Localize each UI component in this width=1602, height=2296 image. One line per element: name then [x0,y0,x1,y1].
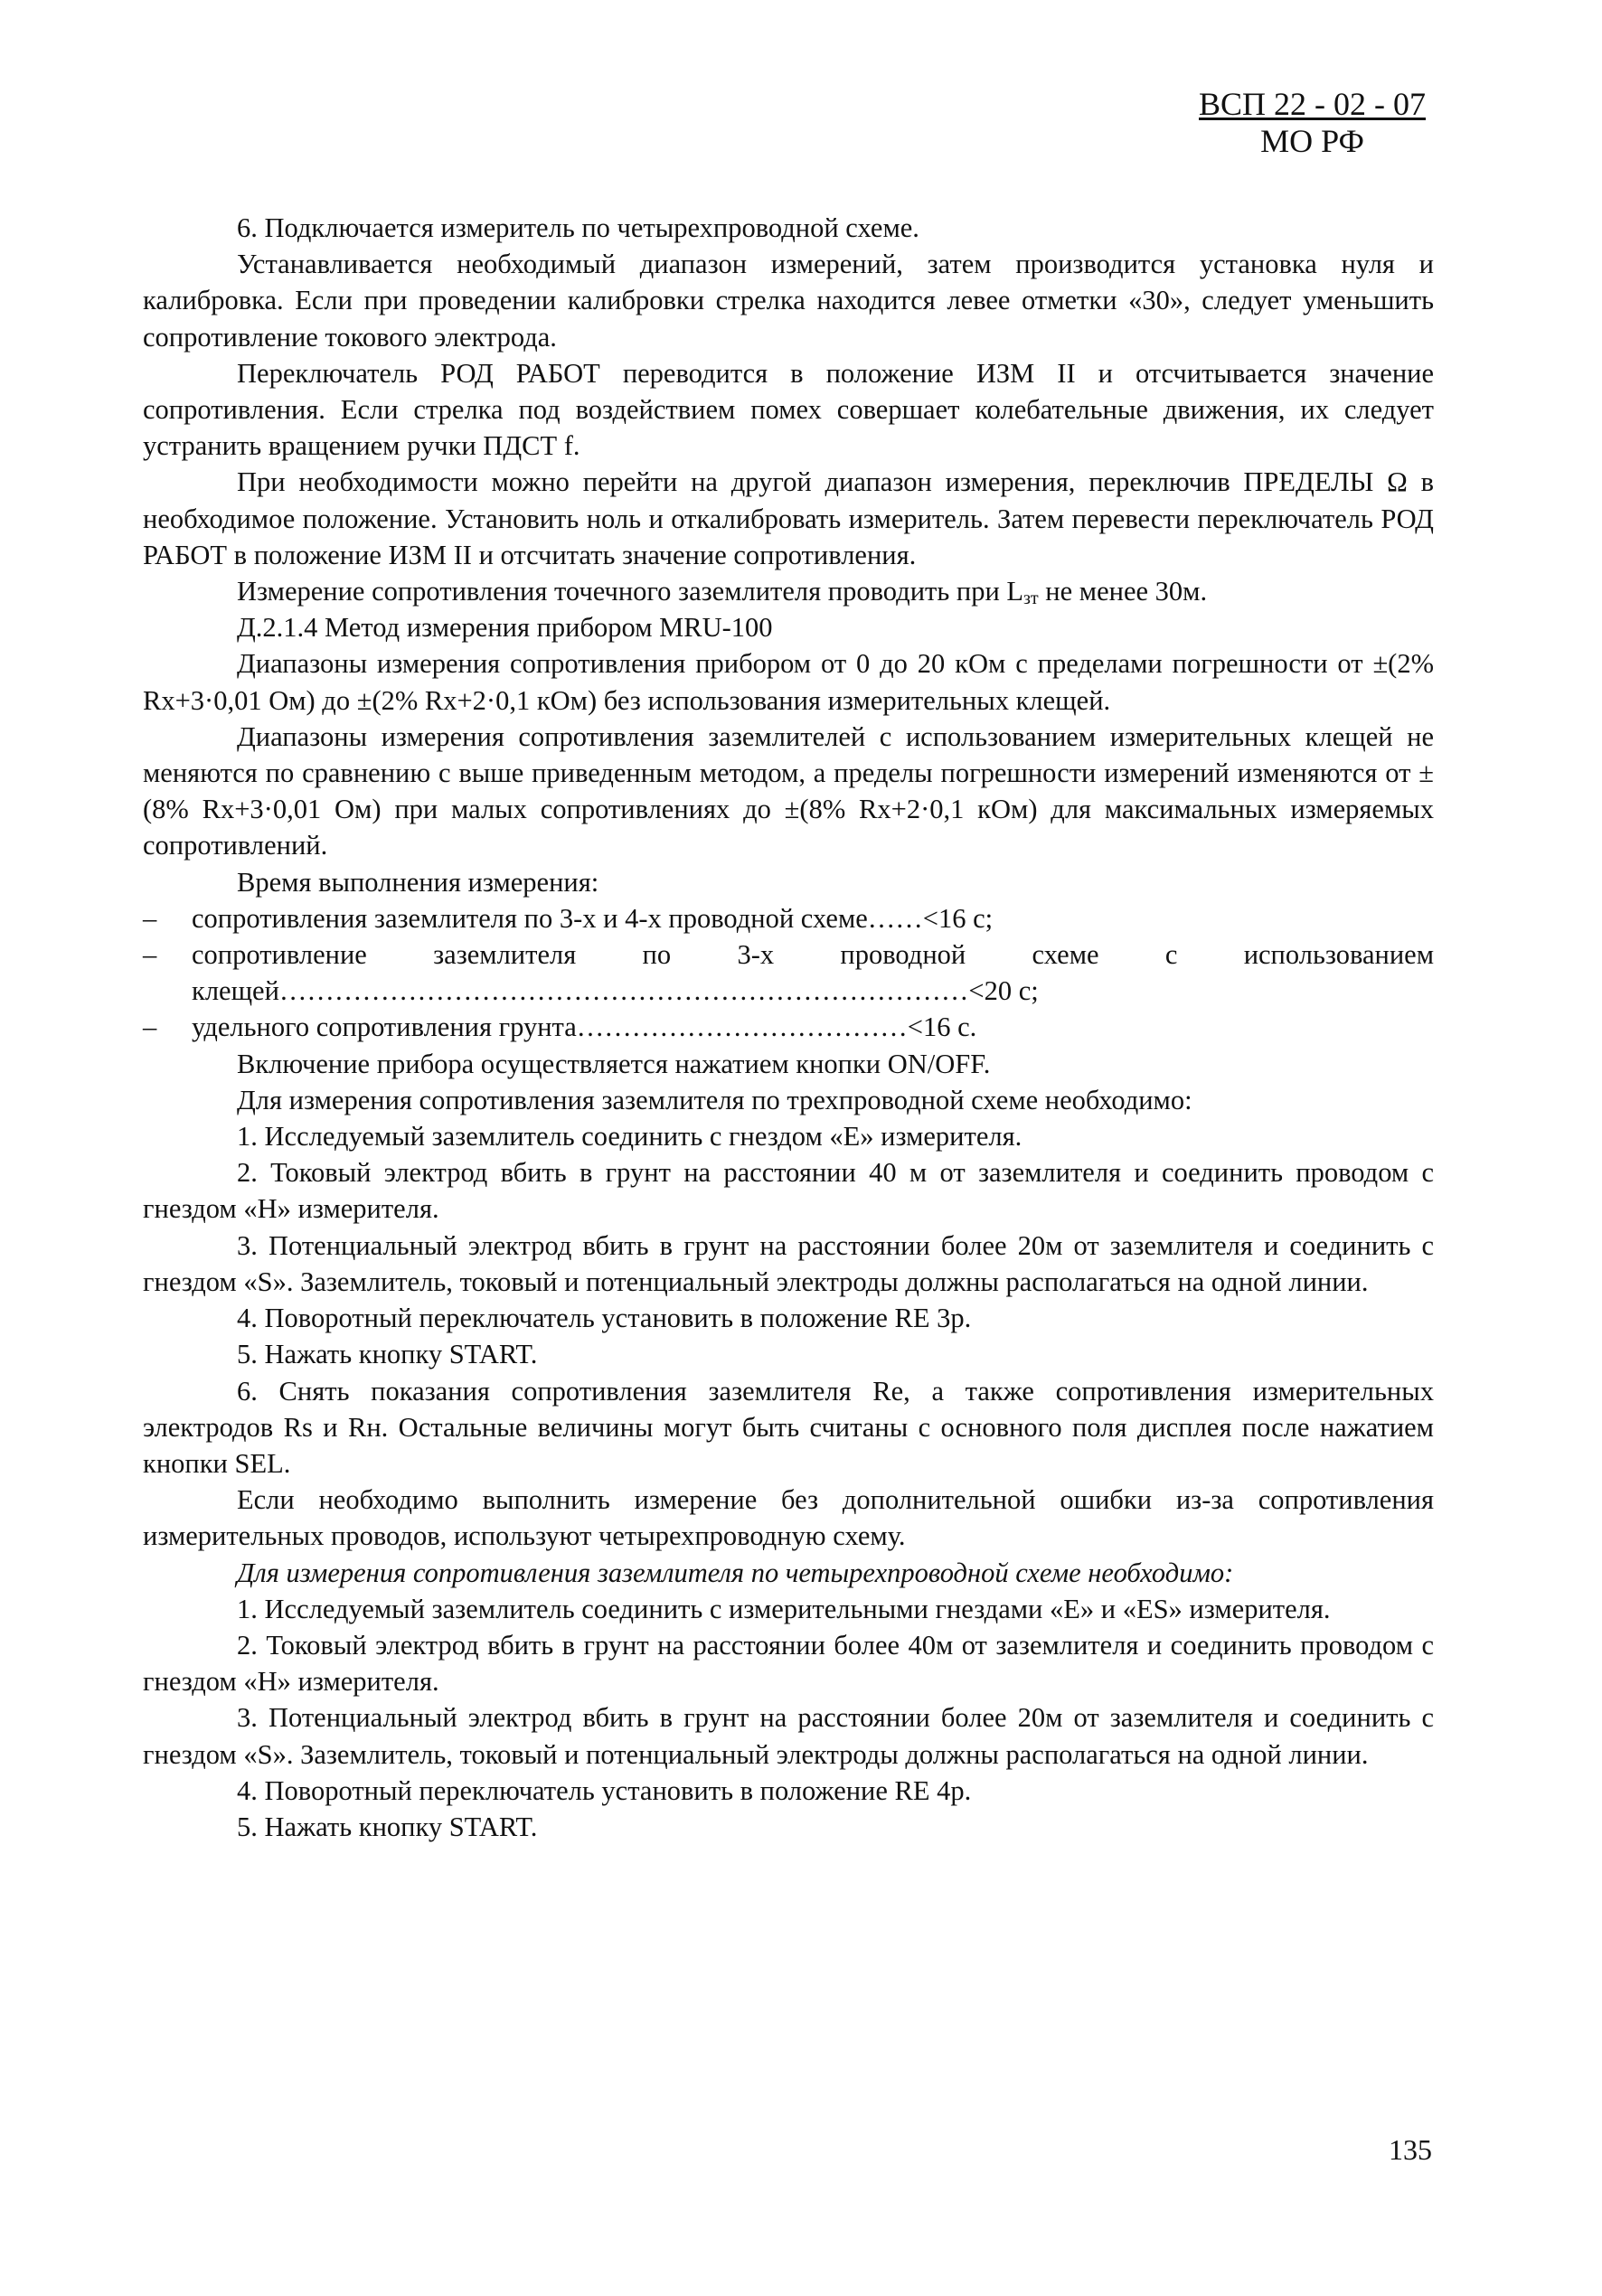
paragraph: 4. Поворотный переключатель установить в положение RE 3р. [237,1303,972,1334]
document-header [1199,86,1426,161]
list-dash: – [143,902,157,934]
paragraph: 6. Подключается измеритель по четырехпроводной схеме. [237,212,919,243]
paragraph: Включение прибора осуществляется нажатием кнопки ON/OFF. [237,1048,991,1079]
paragraph-text: Измерение сопротивления точечного заземлителя проводить при L [237,576,1024,607]
list-item-text: удельного сопротивления грунта………………………………<16 с. [192,1012,977,1043]
list-item [143,1009,1434,1045]
paragraph: 2. Токовый электрод вбить в грунт на расстоянии 40 м от заземлителя и соединить проводом с гнездом «Н» измерителя. [143,1157,1434,1225]
paragraph: 5. Нажать кнопку START. [237,1339,538,1370]
paragraph: Переключатель РОД РАБОТ переводится в положение ИЗМ II и отсчитывается значение сопротивления. Если стрелка под воздействием помех совершает колебательные движения, их следует устранить вращением ручки ПДСТ f. [143,357,1434,462]
list-dash: – [143,939,157,971]
list-item [143,900,1434,936]
paragraph: 2. Токовый электрод вбить в грунт на расстоянии более 40м от заземлителя и соединить проводом с гнездом «Н» измерителя. [143,1629,1434,1698]
list-item-text: сопротивления заземлителя по 3-х и 4-х проводной схеме……<16 с; [192,902,994,934]
list-item-text: сопротивление заземлителя по 3-х проводной схеме с использованием клещей…………………………………………………………………<20 с; [192,939,1434,1007]
paragraph: Для измерения сопротивления заземлителя по четырехпроводной схеме необходимо: [237,1557,1234,1588]
paragraph: Для измерения сопротивления заземлителя по трехпроводной схеме необходимо: [237,1084,1192,1115]
paragraph: Время выполнения измерения: [237,866,599,898]
paragraph: 6. Снять показания сопротивления заземлителя Re, а также сопротивления измерительных электродов Rs и Rн. Остальные величины могут быть считаны с основного поля дисплея после нажатием кнопки SEL. [143,1375,1434,1479]
paragraph: Диапазоны измерения сопротивления прибором от 0 до 20 кОм с пределами погрешности от ±(2% Rx+3·0,01 Ом) до ±(2% Rx+2·0,1 кОм) без использования измерительных клещей. [143,648,1434,716]
subscript: зт [1023,588,1039,609]
section-heading: Д.2.1.4 Метод измерения прибором MRU-100 [237,612,773,644]
paragraph: 5. Нажать кнопку START. [237,1811,538,1842]
paragraph-text: не менее 30м. [1038,576,1208,607]
organization-label: МО РФ [1260,123,1364,160]
paragraph: 3. Потенциальный электрод вбить в грунт на расстоянии более 20м от заземлителя и соединить с гнездом «S». Заземлитель, токовый и потенциальный электроды должны располагаться на одной линии. [143,1229,1434,1297]
list-item [143,936,1434,1009]
paragraph: 3. Потенциальный электрод вбить в грунт на расстоянии более 20м от заземлителя и соединить с гнездом «S». Заземлитель, токовый и потенциальный электроды должны располагаться на одной линии. [143,1702,1434,1770]
document-code: ВСП 22 - 02 - 07 [1199,86,1426,122]
paragraph: Диапазоны измерения сопротивления заземлителей с использованием измерительных клещей не меняются по сравнению с выше приведенным методом, а пределы погрешности измерений изменяются от ±(8% Rx+3·0,01 Ом) при малых сопротивлениях до ±(8% Rx+2·0,1 кОм) для максимальных измеряемых сопротивлений. [143,720,1434,861]
paragraph: 4. Поворотный переключатель установить в положение RE 4р. [237,1774,972,1806]
page-number: 135 [1389,2133,1432,2166]
paragraph [143,573,1434,609]
paragraph: 1. Исследуемый заземлитель соединить с гнездом «Е» измерителя. [237,1121,1022,1153]
paragraph: Устанавливается необходимый диапазон измерений, затем производится установка нуля и калибровка. Если при проведении калибровки стрелка находится левее отметки «30», следует уменьшить сопротивление токового электрода. [143,249,1434,353]
document-body [143,210,1434,1845]
paragraph: При необходимости можно перейти на другой диапазон измерения, переключив ПРЕДЕЛЫ Ω в необходимое положение. Установить ноль и откалибровать измеритель. Затем перевести переключатель РОД РАБОТ в положение ИЗМ II и отсчитать значение сопротивления. [143,466,1434,570]
paragraph: Если необходимо выполнить измерение без дополнительной ошибки из-за сопротивления измерительных проводов, используют четырехпроводную схему. [143,1484,1434,1552]
paragraph: 1. Исследуемый заземлитель соединить с измерительными гнездами «Е» и «ES» измерителя. [237,1593,1331,1624]
list-dash: – [143,1012,157,1043]
